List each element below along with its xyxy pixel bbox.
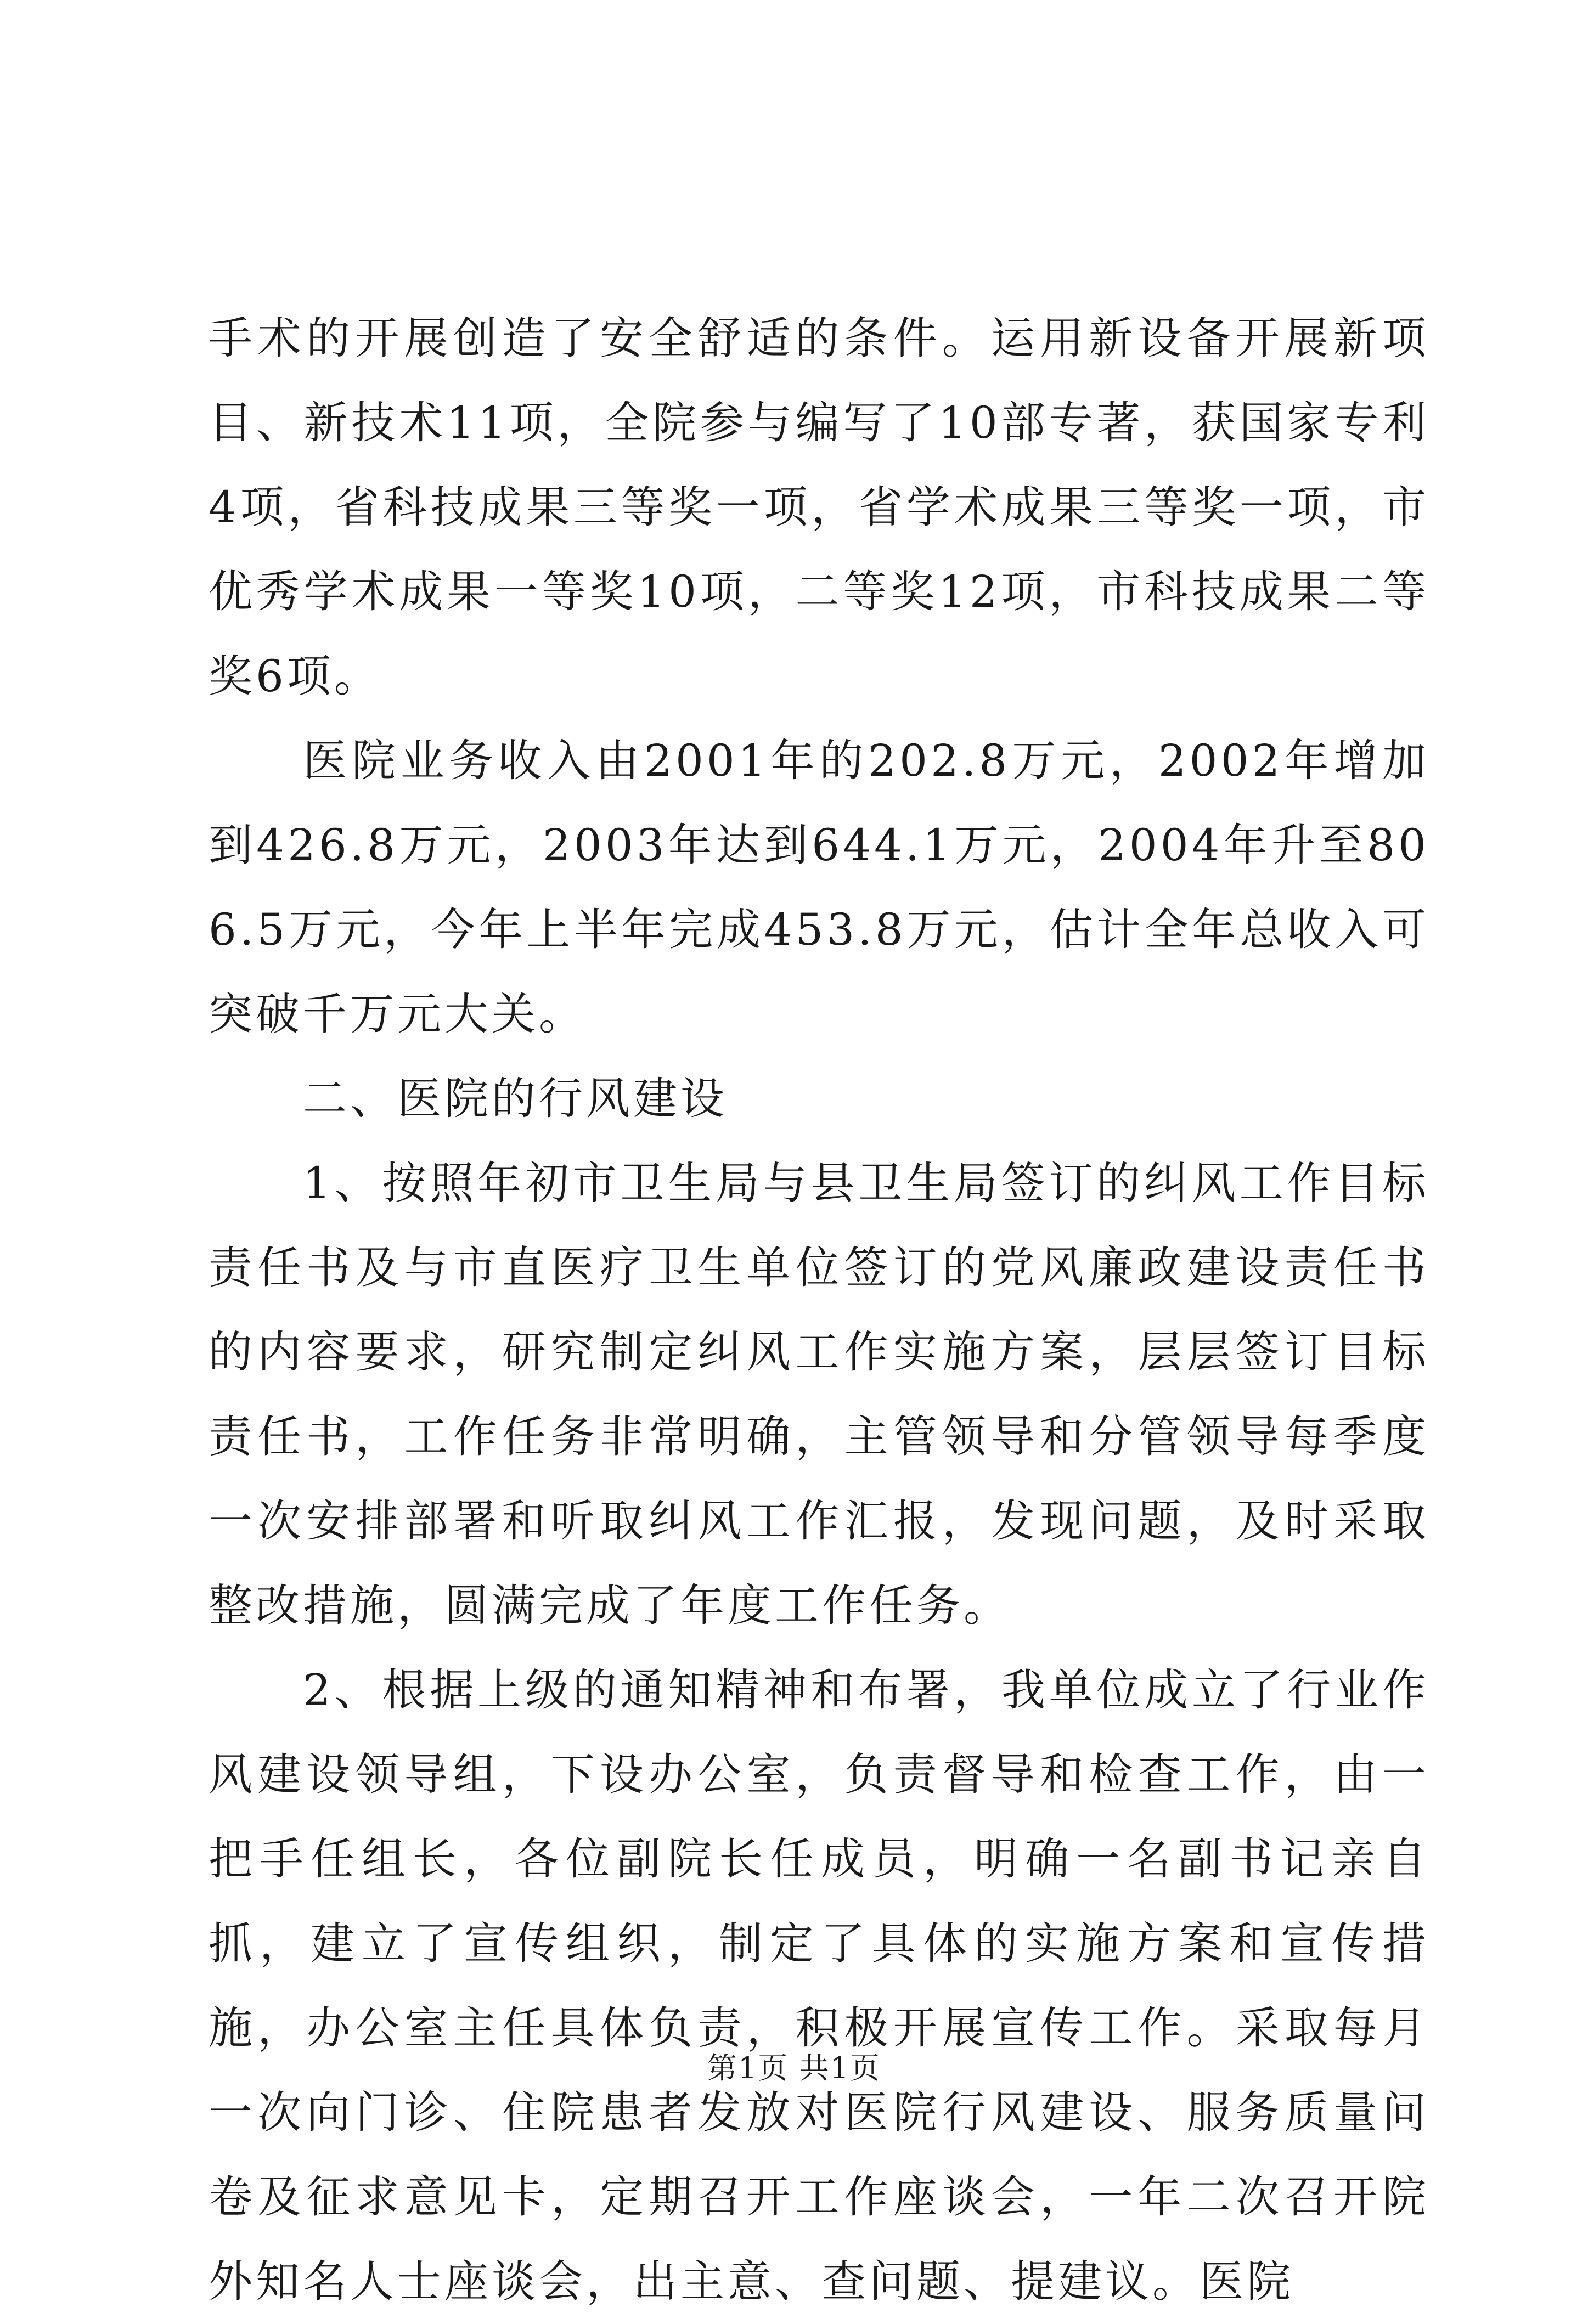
page-number-footer: 第1页 共1页 xyxy=(707,2051,881,2085)
document-body xyxy=(209,296,1429,2324)
paragraph-item-2: 2、根据上级的通知精神和布署，我单位成立了行业作风建设领导组，下设办公室，负责督导和检查工作，由一把手任组长，各位副院长任成员，明确一名副书记亲自抓，建立了宣传组织，制定了具体的实施方案和宣传措施，办公室主任具体负责，积极开展宣传工作。采取每月一次向门诊、住院患者发放对医院行风建设、服务质量问卷及征求意见卡，定期召开工作座谈会，一年二次召开院外知名人士座谈会，出主意、查问题、提建议。医院 xyxy=(209,1665,1429,2307)
paragraph-item-1: 1、按照年初市卫生局与县卫生局签订的纠风工作目标责任书及与市直医疗卫生单位签订的党风廉政建设责任书的内容要求，研究制定纠风工作实施方案，层层签订目标责任书，工作任务非常明确，主管领导和分管领导每季度一次安排部署和听取纠风工作汇报，发现问题，及时采取整改措施，圆满完成了年度工作任务。 xyxy=(209,1158,1429,1631)
paragraph-hospital-revenue: 医院业务收入由2001年的202.8万元，2002年增加到426.8万元，2003年达到644.1万元，2004年升至806.5万元，今年上半年完成453.8万元，估计全年总收入可突破千万元大关。 xyxy=(209,735,1429,1040)
paragraph-surgery-achievements: 手术的开展创造了安全舒适的条件。运用新设备开展新项目、新技术11项，全院参与编写了10部专著，获国家专利4项，省科技成果三等奖一项，省学术成果三等奖一项，市优秀学术成果一等奖10项，二等奖12项，市科技成果二等奖6项。 xyxy=(209,313,1429,702)
section-heading-conduct-building: 二、医院的行风建设 xyxy=(303,1073,728,1124)
